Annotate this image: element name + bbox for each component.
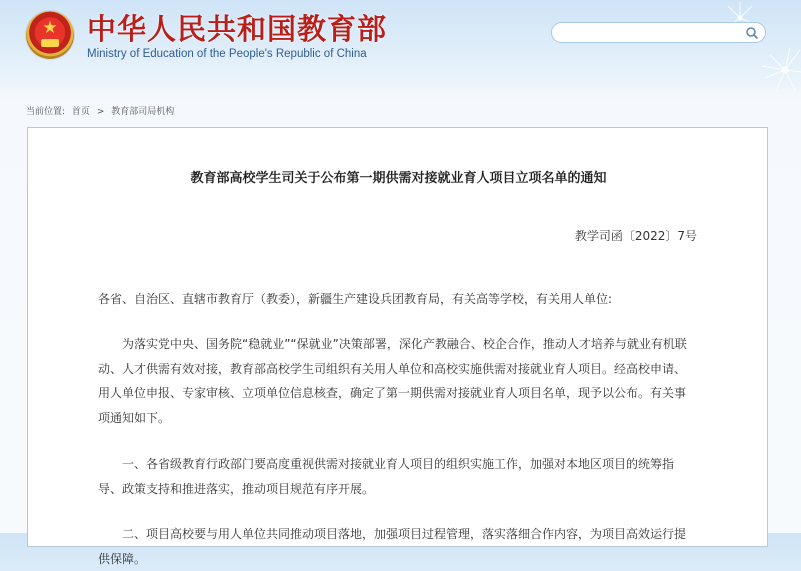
breadcrumb-department-link[interactable]: 教育部司局机构 [111,107,175,117]
article-paragraph: 二、项目高校要与用人单位共同推动项目落地，加强项目过程管理，落实落细合作内容，为项目高效运行提供保障。 [98,527,687,566]
breadcrumb-separator: > [96,107,105,117]
article-paragraph: 为落实党中央、国务院“稳就业”“保就业”决策部署，深化产教融合、校企合作，推动人才培养与就业有机联动、人才供需有效对接，教育部高校学生司组织有关用人单位和高校实施供需对接就业育人项目。经高校申请、用人单位申报、专家审核、立项单位信息核查，确定了第一期供需对接就业育人项目名单，现予以公布。有关事项通知如下。 [98,337,687,425]
article-salutation: 各省、自治区、直辖市教育厅（教委），新疆生产建设兵团教育局，有关高等学校，有关用人单位: [98,292,613,306]
breadcrumb [26,106,178,118]
breadcrumb-prefix: 当前位置: [26,107,66,117]
breadcrumb-home-link[interactable]: 首页 [71,107,90,117]
dandelion-decoration-icon [700,0,801,100]
article-paragraph: 一、各省级教育行政部门要高度重视供需对接就业育人项目的组织实施工作，加强对本地区项目的统筹指导、政策支持和推进落实，推动项目规范有序开展。 [98,457,675,496]
site-title-cn[interactable]: 中华人民共和国教育部 [87,12,388,46]
search-box [551,22,766,43]
site-header [0,0,801,100]
document-number: 教学司函〔2022〕7号 [574,229,697,243]
search-icon[interactable] [745,26,759,40]
article-container [27,127,768,566]
search-input[interactable] [562,24,741,43]
article-title: 教育部高校学生司关于公布第一期供需对接就业育人项目立项名单的通知 [190,171,607,186]
national-emblem-icon[interactable]: ★ [26,11,74,59]
site-title-en: Ministry of Education of the People's Republic of China [87,48,367,60]
